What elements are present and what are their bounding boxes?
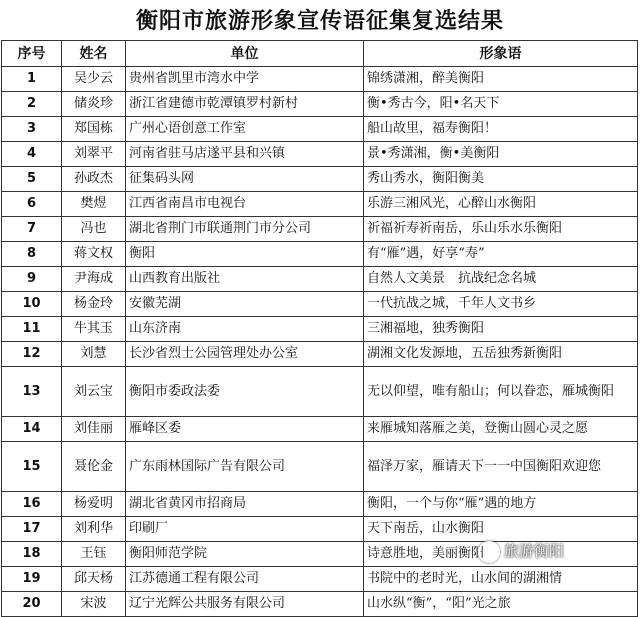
row-unit: 衡阳市委政法委 xyxy=(126,367,364,417)
row-slogan: 福泽万家，雁请天下一一中国衡阳欢迎您 xyxy=(364,442,638,492)
row-unit: 贵州省凯里市湾水中学 xyxy=(126,67,364,92)
column-header-unit: 单位 xyxy=(126,41,364,67)
table-row xyxy=(2,167,638,192)
row-name: 杨金玲 xyxy=(62,292,126,317)
row-unit: 广东雨林国际广告有限公司 xyxy=(126,442,364,492)
row-slogan: 三湘福地，独秀衡阳 xyxy=(364,317,638,342)
row-unit: 湖北省荆门市联通荆门市分公司 xyxy=(126,217,364,242)
row-number: 19 xyxy=(2,567,62,592)
table-row xyxy=(2,142,638,167)
row-unit: 山西教育出版社 xyxy=(126,267,364,292)
results-table xyxy=(1,40,638,617)
row-unit: 长沙省烈士公园管理处办公室 xyxy=(126,342,364,367)
row-unit: 印刷厂 xyxy=(126,517,364,542)
row-name: 吴少云 xyxy=(62,67,126,92)
row-name: 刘翠平 xyxy=(62,142,126,167)
table-row xyxy=(2,267,638,292)
row-slogan: 衡•秀古今，阳•名天下 xyxy=(364,92,638,117)
row-name: 蒋文权 xyxy=(62,242,126,267)
row-number: 8 xyxy=(2,242,62,267)
row-number: 9 xyxy=(2,267,62,292)
row-number: 14 xyxy=(2,417,62,442)
table-row xyxy=(2,217,638,242)
row-name: 刘佳丽 xyxy=(62,417,126,442)
row-name: 冯也 xyxy=(62,217,126,242)
row-slogan: 有“雁”遇，好享“寿” xyxy=(364,242,638,267)
row-slogan: 诗意胜地，美丽衡阳 xyxy=(364,542,638,567)
table-row xyxy=(2,517,638,542)
row-number: 6 xyxy=(2,192,62,217)
table-row xyxy=(2,442,638,492)
table-row xyxy=(2,567,638,592)
table-row xyxy=(2,317,638,342)
table-row xyxy=(2,292,638,317)
row-unit: 浙江省建德市乾潭镇罗村新村 xyxy=(126,92,364,117)
row-unit: 雁峰区委 xyxy=(126,417,364,442)
row-slogan: 来雁城知落雁之美，登衡山圆心灵之愿 xyxy=(364,417,638,442)
row-unit: 湖北省黄冈市招商局 xyxy=(126,492,364,517)
row-unit: 山东济南 xyxy=(126,317,364,342)
row-name: 孙政杰 xyxy=(62,167,126,192)
row-number: 4 xyxy=(2,142,62,167)
row-slogan: 无以仰望，唯有船山；何以眷恋，雁城衡阳 xyxy=(364,367,638,417)
table-row xyxy=(2,92,638,117)
row-number: 16 xyxy=(2,492,62,517)
row-slogan: 锦绣潇湘，醉美衡阳 xyxy=(364,67,638,92)
table-row xyxy=(2,417,638,442)
row-unit: 安徽芜湖 xyxy=(126,292,364,317)
row-name: 刘慧 xyxy=(62,342,126,367)
row-unit: 征集码头网 xyxy=(126,167,364,192)
row-name: 杨爱明 xyxy=(62,492,126,517)
row-unit: 辽宁光辉公共服务有限公司 xyxy=(126,592,364,617)
table-row xyxy=(2,67,638,92)
row-number: 5 xyxy=(2,167,62,192)
row-number: 20 xyxy=(2,592,62,617)
row-slogan: 船山故里，福寿衡阳！ xyxy=(364,117,638,142)
row-name: 尹海成 xyxy=(62,267,126,292)
row-number: 18 xyxy=(2,542,62,567)
table-row xyxy=(2,492,638,517)
row-name: 宋波 xyxy=(62,592,126,617)
row-name: 刘云宝 xyxy=(62,367,126,417)
row-slogan: 秀山秀水，衡阳衡美 xyxy=(364,167,638,192)
row-unit: 广州心语创意工作室 xyxy=(126,117,364,142)
row-slogan: 书院中的老时光，山水间的湖湘情 xyxy=(364,567,638,592)
row-slogan: 天下南岳，山水衡阳 xyxy=(364,517,638,542)
row-number: 13 xyxy=(2,367,62,417)
row-number: 7 xyxy=(2,217,62,242)
row-slogan: 山水纵“衡”，“阳”光之旅 xyxy=(364,592,638,617)
row-unit: 江苏德通工程有限公司 xyxy=(126,567,364,592)
row-number: 11 xyxy=(2,317,62,342)
watermark xyxy=(478,540,564,563)
row-name: 储炎珍 xyxy=(62,92,126,117)
table-row xyxy=(2,367,638,417)
row-number: 1 xyxy=(2,67,62,92)
row-number: 15 xyxy=(2,442,62,492)
row-slogan: 景•秀潇湘，衡•美衡阳 xyxy=(364,142,638,167)
row-slogan: 乐游三湘风光，心醉山水衡阳 xyxy=(364,192,638,217)
watermark-text: 旅游衡阳 xyxy=(504,542,565,560)
table-header-row xyxy=(2,41,638,67)
row-name: 郑国栋 xyxy=(62,117,126,142)
row-name: 樊煜 xyxy=(62,192,126,217)
row-name: 聂伦金 xyxy=(62,442,126,492)
row-unit: 江西省南昌市电视台 xyxy=(126,192,364,217)
row-name: 牛其玉 xyxy=(62,317,126,342)
row-slogan: 祈福祈寿祈南岳，乐山乐水乐衡阳 xyxy=(364,217,638,242)
row-unit: 衡阳 xyxy=(126,242,364,267)
row-number: 12 xyxy=(2,342,62,367)
row-number: 3 xyxy=(2,117,62,142)
row-slogan: 一代抗战之城，千年人文书乡 xyxy=(364,292,638,317)
row-name: 邱天杨 xyxy=(62,567,126,592)
table-row xyxy=(2,342,638,367)
table-row xyxy=(2,192,638,217)
row-number: 2 xyxy=(2,92,62,117)
row-slogan: 湖湘文化发源地，五岳独秀新衡阳 xyxy=(364,342,638,367)
column-header-name: 姓名 xyxy=(62,41,126,67)
row-slogan: 自然人文美景 抗战纪念名城 xyxy=(364,267,638,292)
table-row xyxy=(2,117,638,142)
row-name: 王钰 xyxy=(62,542,126,567)
row-unit: 衡阳师范学院 xyxy=(126,542,364,567)
column-header-slogan: 形象语 xyxy=(364,41,638,67)
table-row xyxy=(2,592,638,617)
page-title: 衡阳市旅游形象宣传语征集复选结果 xyxy=(135,9,504,34)
row-number: 10 xyxy=(2,292,62,317)
wechat-logo-icon xyxy=(478,541,500,563)
row-name: 刘利华 xyxy=(62,517,126,542)
row-unit: 河南省驻马店遂平县和兴镇 xyxy=(126,142,364,167)
row-slogan: 衡阳，一个与你“雁”遇的地方 xyxy=(364,492,638,517)
column-header-number: 序号 xyxy=(2,41,62,67)
table-row xyxy=(2,242,638,267)
row-number: 17 xyxy=(2,517,62,542)
